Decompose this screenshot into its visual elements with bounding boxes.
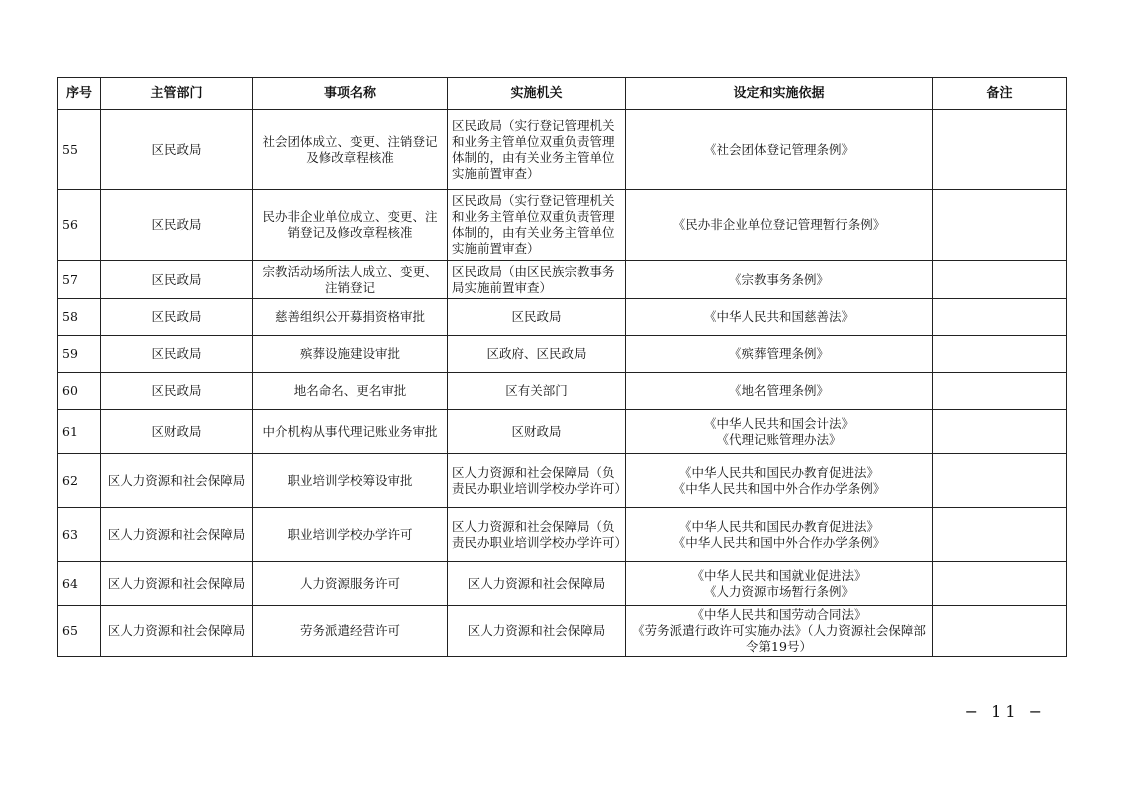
cell-dept: 区民政局	[101, 336, 253, 373]
basis-line: 《劳务派遣行政许可实施办法》（人力资源社会保障部令第19号）	[632, 623, 926, 654]
cell-agency: 区民政局（实行登记管理机关和业务主管单位双重负责管理体制的，由有关业务主管单位实施前置审查）	[448, 190, 626, 261]
cell-note	[933, 562, 1067, 606]
cell-no: 65	[58, 606, 101, 657]
cell-item: 地名命名、更名审批	[253, 373, 448, 410]
cell-basis	[626, 508, 933, 562]
cell-dept: 区民政局	[101, 190, 253, 261]
table-row	[58, 454, 1067, 508]
cell-note	[933, 454, 1067, 508]
cell-item: 劳务派遣经营许可	[253, 606, 448, 657]
basis-line: 《中华人民共和国就业促进法》	[691, 567, 867, 583]
cell-note	[933, 299, 1067, 336]
cell-agency: 区人力资源和社会保障局	[448, 606, 626, 657]
cell-note	[933, 261, 1067, 299]
cell-agency: 区财政局	[448, 410, 626, 454]
table-row	[58, 410, 1067, 454]
cell-no: 62	[58, 454, 101, 508]
cell-no: 56	[58, 190, 101, 261]
cell-dept: 区民政局	[101, 373, 253, 410]
basis-line: 《地名管理条例》	[728, 383, 829, 398]
header-item: 事项名称	[253, 78, 448, 110]
cell-item: 社会团体成立、变更、注销登记及修改章程核准	[253, 110, 448, 190]
cell-note	[933, 336, 1067, 373]
cell-agency: 区人力资源和社会保障局（负责民办职业培训学校办学许可）	[448, 508, 626, 562]
cell-note	[933, 110, 1067, 190]
cell-item: 人力资源服务许可	[253, 562, 448, 606]
cell-agency: 区民政局（实行登记管理机关和业务主管单位双重负责管理体制的，由有关业务主管单位实施前置审查）	[448, 110, 626, 190]
header-dept: 主管部门	[101, 78, 253, 110]
table-row	[58, 261, 1067, 299]
cell-no: 63	[58, 508, 101, 562]
table-row	[58, 299, 1067, 336]
basis-line: 《宗教事务条例》	[728, 271, 829, 287]
table-row	[58, 110, 1067, 190]
basis-line: 《中华人民共和国民办教育促进法》	[678, 464, 879, 480]
cell-item: 宗教活动场所法人成立、变更、注销登记	[253, 261, 448, 299]
cell-note	[933, 373, 1067, 410]
cell-basis	[626, 454, 933, 508]
cell-note	[933, 508, 1067, 562]
table-row	[58, 190, 1067, 261]
basis-line: 《社会团体登记管理条例》	[703, 141, 854, 157]
cell-no: 55	[58, 110, 101, 190]
cell-basis	[626, 606, 933, 657]
cell-agency: 区有关部门	[448, 373, 626, 410]
page-number: − 11 −	[964, 702, 1046, 721]
cell-agency: 区人力资源和社会保障局（负责民办职业培训学校办学许可）	[448, 454, 626, 508]
cell-basis	[626, 562, 933, 606]
cell-agency: 区政府、区民政局	[448, 336, 626, 373]
approval-items-table	[57, 77, 1067, 657]
basis-line: 《中华人民共和国中外合作办学条例》	[672, 534, 886, 550]
cell-item: 慈善组织公开募捐资格审批	[253, 299, 448, 336]
basis-line: 《代理记账管理办法》	[716, 431, 842, 447]
header-basis: 设定和实施依据	[626, 78, 933, 110]
cell-agency: 区民政局	[448, 299, 626, 336]
cell-note	[933, 190, 1067, 261]
cell-dept: 区民政局	[101, 261, 253, 299]
basis-line: 《中华人民共和国中外合作办学条例》	[672, 480, 886, 496]
table-row	[58, 336, 1067, 373]
cell-agency: 区民政局（由区民族宗教事务局实施前置审查）	[448, 261, 626, 299]
table-body	[58, 110, 1067, 657]
basis-line: 《民办非企业单位登记管理暂行条例》	[672, 217, 886, 232]
cell-basis	[626, 190, 933, 261]
cell-no: 59	[58, 336, 101, 373]
cell-agency: 区人力资源和社会保障局	[448, 562, 626, 606]
cell-item: 殡葬设施建设审批	[253, 336, 448, 373]
basis-line: 《殡葬管理条例》	[728, 346, 829, 361]
cell-item: 职业培训学校办学许可	[253, 508, 448, 562]
cell-dept: 区财政局	[101, 410, 253, 454]
basis-line: 《中华人民共和国会计法》	[703, 415, 854, 431]
cell-dept: 区人力资源和社会保障局	[101, 454, 253, 508]
basis-line: 《中华人民共和国劳动合同法》	[691, 607, 867, 622]
basis-line: 《中华人民共和国慈善法》	[703, 309, 854, 324]
cell-dept: 区民政局	[101, 299, 253, 336]
cell-note	[933, 410, 1067, 454]
cell-item: 民办非企业单位成立、变更、注销登记及修改章程核准	[253, 190, 448, 261]
cell-basis	[626, 410, 933, 454]
table-row	[58, 562, 1067, 606]
cell-no: 61	[58, 410, 101, 454]
basis-line: 《中华人民共和国民办教育促进法》	[678, 518, 879, 534]
table-row	[58, 508, 1067, 562]
cell-dept: 区民政局	[101, 110, 253, 190]
cell-note	[933, 606, 1067, 657]
cell-dept: 区人力资源和社会保障局	[101, 606, 253, 657]
cell-no: 57	[58, 261, 101, 299]
cell-item: 职业培训学校筹设审批	[253, 454, 448, 508]
cell-basis	[626, 299, 933, 336]
cell-basis	[626, 373, 933, 410]
cell-no: 64	[58, 562, 101, 606]
table-header-row	[58, 78, 1067, 110]
cell-dept: 区人力资源和社会保障局	[101, 508, 253, 562]
cell-no: 60	[58, 373, 101, 410]
header-no: 序号	[58, 78, 101, 110]
cell-no: 58	[58, 299, 101, 336]
header-note: 备注	[933, 78, 1067, 110]
cell-dept: 区人力资源和社会保障局	[101, 562, 253, 606]
cell-basis	[626, 261, 933, 299]
table-row	[58, 373, 1067, 410]
header-agency: 实施机关	[448, 78, 626, 110]
cell-item: 中介机构从事代理记账业务审批	[253, 410, 448, 454]
cell-basis	[626, 110, 933, 190]
table-row	[58, 606, 1067, 657]
basis-line: 《人力资源市场暂行条例》	[703, 583, 854, 599]
cell-basis	[626, 336, 933, 373]
